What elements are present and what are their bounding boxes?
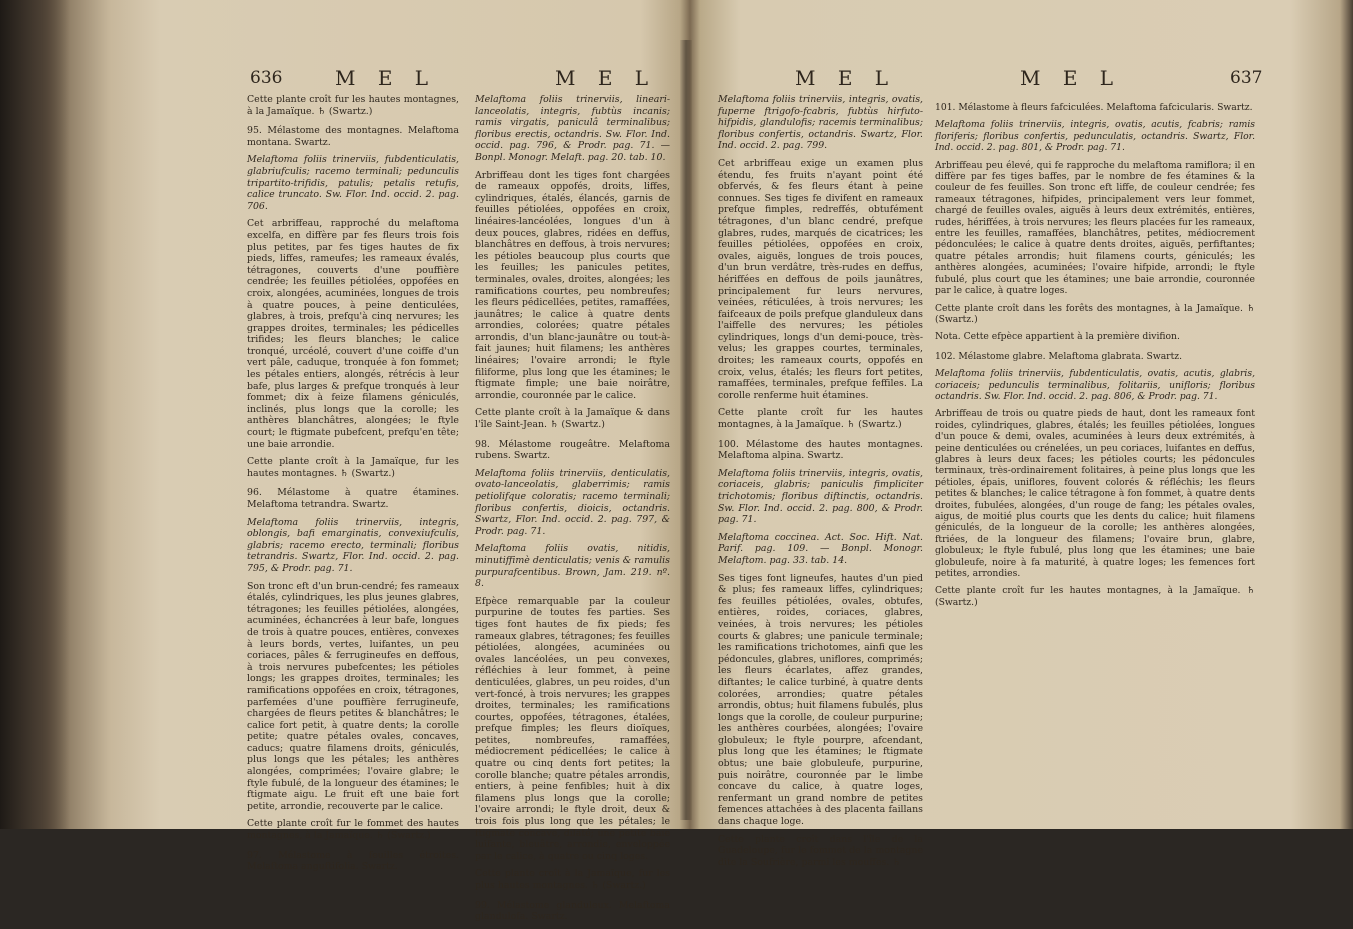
latin-diagnosis: Melaftoma foliis trinerviis, lineari-lanceolatis, integris, fubtùs incanis; ramis virgatis, paniculâ terminalibus; floribus erectis, octandris. Sw. Flor. Ind. occid. pag. 796, & Prodr. pag. 71. — Bonpl. Monogr. Melaft. pag. 20. tab. 10. — [475, 94, 670, 163]
running-head: M E L — [795, 66, 897, 90]
running-head: M E L — [1020, 66, 1122, 90]
paragraph: Cette plante croît à la Jamaïque, fur les hautes montagnes. ♄ (Swartz.) — [247, 456, 459, 479]
paragraph: Cette plante croît fur le fommet des hautes montagnes, à la Jamaïque. ♄ (Swartz.) — [247, 818, 459, 842]
paragraph: Cet arbriffeau exige un examen plus étendu, fes fruits n'ayant point été obfervés, & fes fleurs étant à peine connues. Ses tiges fe divifent en rameaux prefque fimples, redreffés, obtufément tétragones, d'un blanc cendré, prefque glabres, rudes, marqués de cicatrices; les feuilles pétiolées, oppofées en croix, ovales, aiguës, longues de trois pouces, d'un brun verdâtre, très-rudes en deffus, hériffées en deffous de poils jaunâtres, principalement fur leurs nervures, veinées, réticulées, à trois nervures; les faifceaux de poils prefque glanduleux dans l'aiffelle des nervures; les pétioles cylindriques, longs d'un demi-pouce, très-velus; les grappes courtes, terminales, droites; les rameaux courts, oppofés en croix, velus, étalés; les fleurs fort petites, ramaffées, terminales, prefque feffiles. La corolle renferme huit étamines. — [718, 157, 923, 401]
entry-heading: 96. Mélastome à quatre étamines. Melaftoma tetrandra. Swartz. — [247, 487, 459, 510]
paragraph: Cette plante croît dans les forêts des montagnes, à la Jamaïque. ♄ (Swartz.) — [935, 302, 1255, 325]
running-head: M E L — [335, 66, 437, 90]
note: Nota. Cette efpèce appartient à la première divifion. — [935, 331, 1180, 343]
entry-heading: 100. Mélastome des hautes montagnes. Melaftoma alpina. Swartz. — [718, 438, 923, 462]
entry-heading: 102. Mélastome glabre. Melaftoma glabrata. Swartz. — [935, 350, 1183, 362]
page-number: 636 — [250, 68, 283, 88]
left-column-2 — [475, 94, 670, 929]
latin-diagnosis: Melaftoma foliis ovatis, nitidis, minutiffimè denticulatis; venis & ramulis purpurafcentibus. Brown, Jam. 219. nº. 8. — [475, 543, 670, 590]
running-head: M E L — [555, 66, 657, 90]
entry-heading: 95. Mélastome des montagnes. Melaftoma montana. Swartz. — [247, 125, 459, 148]
latin-diagnosis: Melaftoma coccinea. Act. Soc. Hift. Nat. Parif. pag. 109. — Bonpl. Monogr. Melaftom. pag. 33. tab. 14. — [718, 531, 923, 566]
paragraph: Cette plante croît dans l'île de la Guadeloupe, fur le fommet de la montagne dite la Soufrière, parmi les mouffes. ♄ — [718, 833, 923, 868]
book-spine — [0, 0, 70, 829]
latin-diagnosis: Melaftoma foliis trinerviis, denticulatis, ovato-lanceolatis, glaberrimis; ramis petiolifque coloratis; racemo terminali; floribus confertis, dioicis, octandris. Swartz, Flor. Ind. occid. 2. pag. 797, & Prodr. pag. 71. — [475, 467, 670, 537]
paragraph: Efpèce remarquable par la couleur purpurine de toutes fes parties. Ses tiges font hautes de fix pieds; fes rameaux glabres, tétragones; fes feuilles pétiolées, alongées, acuminées ou ovales lancéolées, un peu convexes, réfléchies à leur fommet, à peine denticulées, glabres, un peu roides, d'un vert-foncé, à trois nervures; les grappes droites, terminales; les ramifications courtes, oppofées, tétragones, étalées, prefque fimples; les fleurs dioïques, petites, nombreufes, ramaffées, médiocrement pédicellées; le calice à quatre ou cinq dents fort petites; la corolle blanche; quatre pétales arrondis, entiers, à peine fenfibles; huit à dix filamens plus longs que la corolle; l'ovaire arrondi; le ftyle droit, deux & trois fois plus long que les pétales; le ftigmate concave, dilaté; une petite baie luifante, bleuâtre, arrondie, enveloppée par le calice, à quatre ou cinq loges. — [475, 595, 670, 862]
latin-diagnosis: Melaftoma foliis trinerviis, fubdenticulatis, glabriufculis; racemo terminali; pedunculis tripartito-trifidis, patulis; petalis retufis, calice truncato. Sw. Flor. Ind. occid. 2. pag. 706. — [247, 154, 459, 212]
paragraph: Ses tiges font ligneufes, hautes d'un pied & plus; fes rameaux liffes, cylindriques; fes feuilles pétiolées, ovales, obtufes, entières, roides, coriaces, glabres, veinées, à trois nervures; les pétioles courts & glabres; une panicule terminale; les ramifications trichotomes, ainfi que les pédoncules, glabres, uniflores, comprimés; les fleurs écarlates, affez grandes, diftantes; le calice turbiné, à quatre dents colorées, arrondies; quatre pétales arrondis, obtus; huit filamens fubulés, plus longs que la corolle, de couleur purpurine; les anthères courbées, alongées; l'ovaire globuleux; le ftyle pourpre, afcendant, plus long que les étamines; le ftigmate obtus; une baie globuleufe, purpurine, puis noirâtre, couronnée par le limbe concave du calice, à quatre loges, renfermant un grand nombre de petites femences attachées à des placenta faillans dans chaque loge. — [718, 572, 923, 828]
latin-diagnosis: Melaftoma foliis trinerviis, fubdenticulatis, ovatis, acutis, glabris, coriaceis; pedunculis terminalibus, folitariis, unifloris; floribus octandris. Sw. Flor. Ind. occid. 2. pag. 806, & Prodr. pag. 71. — [935, 368, 1255, 402]
paragraph: Arbriffeau peu élevé, qui fe rapproche du melaftoma ramiflora; il en diffère par fes tiges baffes, par le nombre de fes étamines & la couleur de fes feuilles. Son tronc eft liffe, de couleur cendrée; fes rameaux tétragones, hifpides, principalement vers leur fommet, chargé de feuilles ovales, aiguës à leurs deux extrémités, entières, rudes, hériffées, à trois nervures; les fleurs placées fur les rameaux, entre les feuilles, ramaffées, blanchâtres, petites, médiocrement pédonculées; le calice à quatre dents droites, aiguës, perfiftantes; quatre pétales arrondis; huit filamens courts, géniculés; les anthères alongées, acuminées; l'ovaire hifpide, arrondi; le ftyle fubulé, plus court que les étamines; une baie arrondie, couronnée par le calice, à quatre loges. — [935, 159, 1255, 297]
latin-diagnosis: Melaftoma foliis trinerviis, integris, ovatis, coriaceis, glabris; paniculis fimpliciter trichotomis; floribus diftinctis, octandris. Sw. Flor. Ind. occid. 2. pag. 800, & Prodr. pag. 71. — [718, 467, 923, 526]
left-column-1 — [247, 94, 459, 879]
right-column-1 — [718, 94, 923, 874]
right-page-column-2 — [925, 60, 1263, 820]
entry-heading: 101. Mélastome à fleurs fafciculées. Melaftoma fafcicularis. Swartz. — [935, 102, 1253, 113]
latin-diagnosis: Melaftoma foliis trinerviis, integris, ovatis, fuperne ftrigofo-fcabris, fubtùs hirfuto-hifpidis, glandulofis; racemis terminalibus; floribus confertis, octandris. Swartz, Flor. Ind. occid. 2. pag. 799. — [718, 94, 923, 152]
paragraph: Cette plante croît fur les hautes montagnes, à la Jamaïque. ♄ (Swartz.) — [935, 585, 1255, 608]
latin-diagnosis: Melaftoma foliis trinerviis, integris, ovatis, acutis, fcabris; ramis floriferis; floribus confertis, pedunculatis, octandris. Swartz, Flor. Ind. occid. 2. pag. 801, & Prodr. pag. 71. — [935, 119, 1255, 154]
paragraph: Cette plante croît fur les hautes montagnes, à la Jamaïque. ♄ (Swartz.) — [247, 94, 459, 117]
left-page — [215, 60, 680, 923]
page-number: 637 — [1230, 68, 1263, 88]
paragraph: Cette plante croît à la Jamaïque & dans l'île Saint-Jean. ♄ (Swartz.) — [475, 407, 670, 431]
entry-heading: 99. Mélastome glanduleux. Melaftoma glandulofa. Swartz. — [475, 899, 670, 923]
paragraph: Cet arbriffeau, rapproché du melaftoma excelfa, en diffère par fes fleurs trois fois plus petites, par fes tiges hautes de fix pieds, liffes, rameufes; les rameaux évalés, tétragones, couverts d'une pouffière cendrée; les feuilles pétiolées, oppofées en croix, alongées, acuminées, longues de trois à quatre pouces, à peine denticulées, glabres, à trois, prefqu'à cinq nervures; les grappes droites, terminales; les pédicelles trifides; les fleurs blanches; le calice tronqué, urcéolé, couvert d'une coiffe d'un vert pâle, caduque, tronquée à fon fommet; les pétales entiers, alongés, rétrécis à leur bafe, plus larges & prefque tronqués à leur fommet; dix à feize filamens géniculés, inclinés, plus longs que la corolle; les anthères blanchâtres, alongées; le ftyle court; le ftigmate pubefcent, prefqu'en tête; une baie arrondie. — [247, 218, 459, 450]
paragraph: Cette plante croît à la Jamaïque, fur les plus hautes montagnes. ♄ (Swartz.) — [475, 868, 670, 891]
latin-diagnosis: Melaftoma foliis trinerviis, integris, oblongis, bafi emarginatis, convexiufculis, glabris; racemo erecto, terminali; floribus tetrandris. Swartz, Flor. Ind. occid. 2. pag. 795, & Prodr. pag. 71. — [247, 516, 459, 574]
paragraph: Cette plante croît fur les hautes montagnes, à la Jamaïque. ♄ (Swartz.) — [718, 407, 923, 431]
right-column-2 — [935, 94, 1255, 614]
entry-heading: 98. Mélastome rougeâtre. Melaftoma rubens. Swartz. — [475, 438, 670, 462]
paragraph: Arbriffeau de trois ou quatre pieds de haut, dont les rameaux font roides, cylindriques, glabres, étalés; les feuilles pétiolées, longues d'un pouce & demi, ovales, acuminées à leurs deux extrémités, à peine denticulées ou crénelées, un peu coriaces, luifantes en deffus, glabres à leurs deux faces; les pétioles courts; les pédoncules terminaux, très-ordinairement folitaires, à peine plus longs que les pétioles, épais, uniflores, fouvent colorés & réfléchis; les fleurs petites & blanches; le calice tétragone à fon fommet, à quatre dents droites, fubulées, alongées, d'un rouge de fang; les pétales ovales, aigus, de moitié plus courts que les dents du calice; huit filamens géniculés, de la longueur de la corolle; les anthères alongées, ftriées, de la longueur des filamens; l'ovaire brun, glabre, globuleux; le ftyle fubulé, plus long que les étamines; une baie globuleufe, noire à fa maturité, à quatre loges; les femences fort petites, arrondies. — [935, 408, 1255, 580]
paragraph: Arbriffeau dont les tiges font chargées de rameaux oppofés, droits, liffes, cylindriques, étalés, élancés, garnis de feuilles pétiolées, oppofées en croix, linéaires-lancéolées, longues d'un à deux pouces, glabres, ridées en deffus, blanchâtres en deffous, à trois nervures; les pétioles beaucoup plus courts que les feuilles; les panicules petites, terminales, ovales, droites, alongées; les ramifications courtes, peu nombreufes; les fleurs pédicellées, petites, ramaffées, jaunâtres; le calice à quatre dents arrondies, colorées; quatre pétales arrondis, d'un blanc-jaunâtre ou tout-à-fait jaunes; huit filamens; les anthères linéaires; l'ovaire arrondi; le ftyle filiforme, plus long que les étamines; le ftigmate fimple; une baie noirâtre, arrondie, couronnée par le calice. — [475, 169, 670, 401]
entry-heading: 97. Mélastome à feuilles étroites. Melaftoma anguftifolia. Swartz. — [247, 849, 459, 873]
paragraph: Son tronc eft d'un brun-cendré; fes rameaux étalés, cylindriques, les plus jeunes glabres, tétragones; les feuilles pétiolées, alongées, acuminées, échancrées à leur bafe, longues de trois à quatre pouces, entières, convexes à leurs bords, vertes, luifantes, un peu coriaces, pâles & ferrugineufes en deffous, à trois nervures pubefcentes; les pétioles longs; les grappes droites, terminales; les ramifications oppofées en croix, tétragones, parfemées d'une pouffière ferrugineufe, chargées de fleurs petites & blanchâtres; le calice fort petit, à quatre dents; la corolle petite; quatre pétales ovales, concaves, caducs; quatre filamens droits, géniculés, plus longs que les pétales; les anthères alongées, comprimées; l'ovaire glabre; le ftyle fubulé, de la longueur des étamines; le ftigmate aigu. Le fruit eft une baie fort petite, arrondie, recouverte par le calice. — [247, 580, 459, 812]
